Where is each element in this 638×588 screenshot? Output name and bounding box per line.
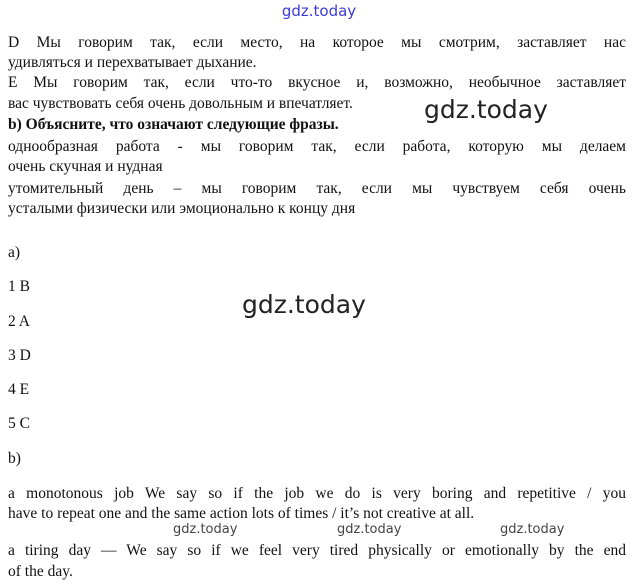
watermark-upper-right: gdz.today: [424, 95, 548, 124]
option-e-line-2: вас чувствовать себя очень довольным и впечатляет.: [8, 95, 353, 112]
english-tiring-line-1: a tiring day — We say so if we feel very tired physically or emotionally by the end: [8, 542, 626, 559]
phrase-2-line-1: утомительный день – мы говорим так, если мы чувствуем себя очень: [8, 180, 626, 197]
option-d-line-2: удивляться и перехватывает дыхание.: [8, 54, 257, 71]
english-monotonous-line-1: a monotonous job We say so if the job we do is very boring and repetitive / you: [8, 485, 626, 502]
answer-item-3: 3 D: [8, 347, 31, 364]
phrase-2-line-2: усталыми физически или эмоционально к концу дня: [8, 200, 356, 217]
english-monotonous-line-2: have to repeat one and the same action lots of times / it’s not creative at all.: [8, 505, 475, 522]
watermark-bottom-center: gdz.today: [337, 522, 402, 537]
option-d-line-1: D Мы говорим так, если место, на которое мы смотрим, заставляет нас: [8, 34, 626, 51]
watermark-top: gdz.today: [281, 2, 357, 20]
watermark-center: gdz.today: [242, 290, 366, 319]
option-e-line-1: E Мы говорим так, если что-то вкусное и, возможно, необычное заставляет: [8, 74, 626, 91]
watermark-bottom-right: gdz.today: [500, 522, 565, 537]
english-tiring-line-2: of the day.: [8, 563, 73, 580]
answer-item-1: 1 B: [8, 278, 30, 295]
answer-item-4: 4 E: [8, 381, 30, 398]
watermark-bottom-left: gdz.today: [173, 522, 238, 537]
answer-item-2: 2 A: [8, 313, 30, 330]
part-a-label: a): [8, 244, 21, 261]
answer-item-5: 5 C: [8, 415, 30, 432]
part-b-heading: b) Объясните, что означают следующие фразы.: [8, 116, 339, 133]
phrase-1-line-1: однообразная работа - мы говорим так, если работа, которую мы делаем: [8, 138, 626, 155]
phrase-1-line-2: очень скучная и нудная: [8, 158, 163, 175]
part-b-label: b): [8, 450, 21, 467]
